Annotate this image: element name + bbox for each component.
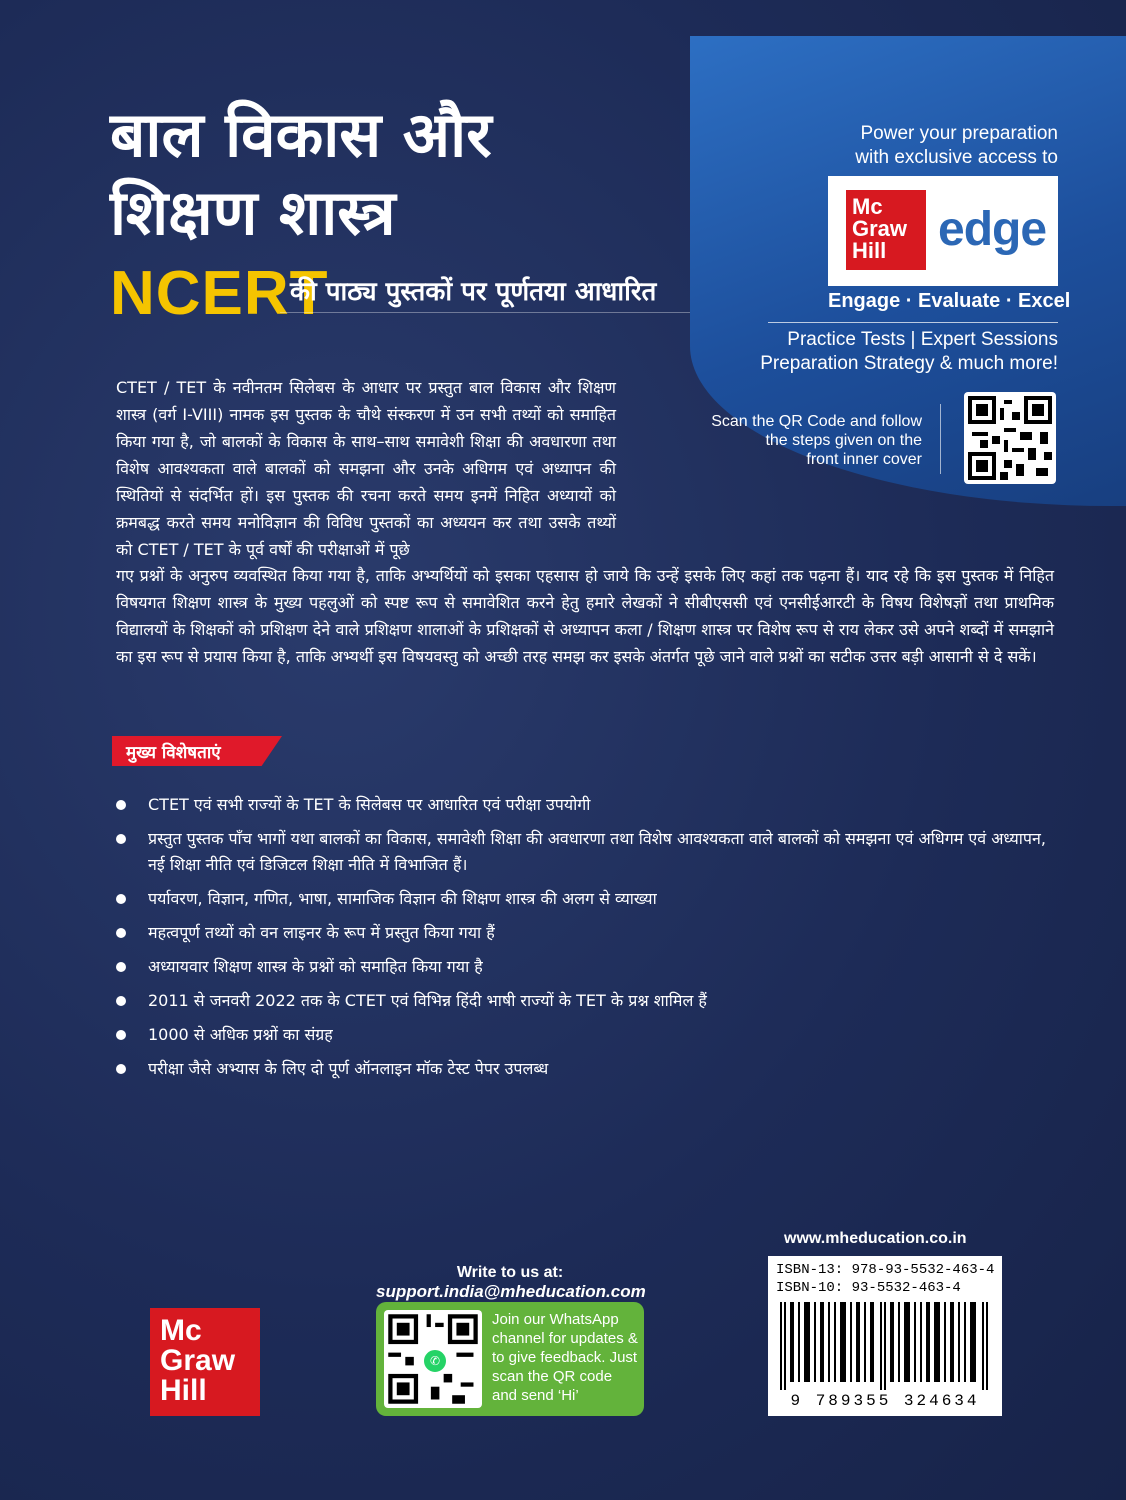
- features-heading: मुख्य विशेषताएं: [126, 743, 221, 763]
- feature-item: [110, 792, 1060, 818]
- feature-item: [110, 1056, 1060, 1082]
- website-url[interactable]: www.mheducation.co.in: [784, 1230, 967, 1247]
- subtitle-underline: [280, 312, 690, 313]
- feature-text: पर्यावरण, विज्ञान, गणित, भाषा, सामाजिक विज्ञान की शिक्षण शास्त्र की अलग से व्याख्या: [148, 889, 657, 908]
- feature-item: [110, 988, 1060, 1014]
- book-title-line1: बाल विकास और: [110, 98, 492, 171]
- bullet-icon: [116, 800, 126, 810]
- scan-divider: [940, 404, 941, 474]
- logo-hill: Hill: [160, 1374, 207, 1407]
- feature-text: CTET एवं सभी राज्यों के TET के सिलेबस पर आधारित एवं परीक्षा उपयोगी: [148, 795, 591, 814]
- power-line2: with exclusive access to: [855, 147, 1058, 168]
- features-heading-banner: [112, 736, 282, 766]
- write-to-us-label: Write to us at:: [456, 1264, 564, 1281]
- bullet-icon: [116, 1030, 126, 1040]
- logo-graw: Graw: [852, 216, 908, 241]
- bullet-icon: [116, 834, 126, 844]
- feature-item: [110, 886, 1060, 912]
- practice-text: [760, 328, 1058, 376]
- feature-item: [110, 1022, 1060, 1048]
- isbn13: ISBN-13: 978-93-5532-463-4: [776, 1262, 995, 1278]
- book-subtitle: की पाठ्य पुस्तकों पर पूर्णतया आधारित: [290, 277, 657, 307]
- features-list: [110, 792, 1060, 1090]
- ncert-label: NCERT: [110, 259, 329, 328]
- engage-tagline: Engage · Evaluate · Excel: [828, 290, 1071, 312]
- practice-line2: Preparation Strategy & much more!: [760, 353, 1058, 374]
- scan-line3: front inner cover: [806, 451, 922, 468]
- book-title-line2: शिक्षण शास्त्र: [110, 176, 396, 249]
- feature-text: 2011 से जनवरी 2022 तक के CTET एवं विभिन्न हिंदी भाषी राज्यों के TET के प्रश्न शामिल हैं: [148, 991, 707, 1010]
- whatsapp-text: Join our WhatsApp channel for updates & to give feedback. Just scan the QR code and send ‘Hi’: [492, 1311, 638, 1404]
- isbn-barcode: [768, 1256, 1002, 1416]
- logo-hill: Hill: [852, 238, 887, 263]
- scan-line1: Scan the QR Code and follow: [711, 413, 922, 430]
- feature-text: प्रस्तुत पुस्तक पाँच भागों यथा बालकों का विकास, समावेशी शिक्षा की अवधारणा तथा विशेष आवश्यकता वाले बालकों को समझना एवं अधिगम एवं अध्यापन, नई शिक्षा नीति एवं डिजिटल शिक्षा नीति में विभाजित हैं।: [148, 829, 1046, 874]
- logo-graw: Graw: [160, 1344, 236, 1377]
- qr-code-icon: [964, 392, 1056, 484]
- scan-instructions: [711, 412, 922, 469]
- mcgraw-hill-logo: [150, 1308, 260, 1416]
- barcode-number: 9 789355 324634: [790, 1392, 980, 1410]
- bullet-icon: [116, 928, 126, 938]
- barcode-bars: [780, 1302, 990, 1390]
- promo-divider: [768, 322, 1058, 323]
- support-email-link[interactable]: support.india@mheducation.com: [376, 1282, 646, 1301]
- feature-text: महत्वपूर्ण तथ्यों को वन लाइनर के रूप में प्रस्तुत किया गया हैं: [148, 923, 495, 942]
- bullet-icon: [116, 996, 126, 1006]
- feature-item: [110, 954, 1060, 980]
- scan-line2: the steps given on the: [765, 432, 922, 449]
- whatsapp-icon: ✆: [422, 1348, 448, 1374]
- power-line1: Power your preparation: [860, 123, 1058, 144]
- bullet-icon: [116, 894, 126, 904]
- description-paragraph-part1: CTET / TET के नवीनतम सिलेबस के आधार पर प्रस्तुत बाल विकास और शिक्षण शास्त्र (वर्ग I-VIII) नामक इस पुस्तक के चौथे संस्करण में उन सभी तथ्यों को समाहित किया गया है, जो बालकों के विकास के साथ–साथ समावेशी शिक्षा की अवधारणा तथा विशेष आवश्यकता वाले बालकों को समझना और उनके अधिगम एवं अध्यापन की स्थितियों से संदर्भित हों। इस पुस्तक की रचना करते समय इनमें निहित अध्यायों को क्रमबद्ध करते समय मनोविज्ञान की विविध पुस्तकों का अध्ययन कर तथा उसके तथ्यों को CTET / TET के पूर्व वर्षों की परीक्षाओं में पूछे: [116, 378, 616, 559]
- whatsapp-box: [376, 1302, 644, 1416]
- logo-mc: Mc: [852, 194, 883, 219]
- edge-qr-code[interactable]: [964, 392, 1056, 484]
- mcgraw-hill-logo-small: [846, 190, 926, 270]
- feature-text: अध्यायवार शिक्षण शास्त्र के प्रश्नों को समाहित किया गया है: [148, 957, 483, 976]
- edge-wordmark: edge: [938, 203, 1047, 256]
- feature-item: [110, 920, 1060, 946]
- feature-text: 1000 से अधिक प्रश्नों का संग्रह: [148, 1025, 333, 1044]
- power-text: [855, 122, 1058, 170]
- logo-mc: Mc: [160, 1314, 202, 1347]
- isbn10: ISBN-10: 93-5532-463-4: [776, 1280, 961, 1296]
- feature-text: परीक्षा जैसे अभ्यास के लिए दो पूर्ण ऑनलाइन मॉक टेस्ट पेपर उपलब्ध: [148, 1059, 549, 1078]
- bullet-icon: [116, 962, 126, 972]
- description-paragraph-part2: गए प्रश्नों के अनुरुप व्यवस्थित किया गया है, ताकि अभ्यर्थियों को इसका एहसास हो जाये कि उन्हें इसके लिए कहां तक पढ़ना हैं। याद रहे कि इस पुस्तक में निहित विषयगत शिक्षण शास्त्र के मुख्य पहलुओं को स्पष्ट रूप से समावेशित करने हेतु हमारे लेखकों ने सीबीएससी एवं एनसीईआरटी के विषय विशेषज्ञों तथा प्राथमिक विद्यालयों के शिक्षकों को प्रशिक्षण देने वाले प्रशिक्षण शालाओं के प्रशिक्षकों से अध्यापन कला / शिक्षण शास्त्र पर विशेष रूप से राय लेकर उसे अपने शब्दों में समझाने का इस रूप से प्रयास किया है, ताकि अभ्यर्थी इस विषयवस्तु को अच्छी तरह समझ कर इसके अंतर्गत पूछे जाने वाले प्रश्नों का सटीक उत्तर बड़ी आसानी से दे सकें।: [116, 566, 1054, 666]
- mcgraw-edge-logo: [828, 176, 1058, 286]
- bullet-icon: [116, 1064, 126, 1074]
- whatsapp-qr-code[interactable]: [384, 1310, 482, 1408]
- feature-item: [110, 826, 1060, 878]
- practice-line1: Practice Tests | Expert Sessions: [787, 329, 1058, 350]
